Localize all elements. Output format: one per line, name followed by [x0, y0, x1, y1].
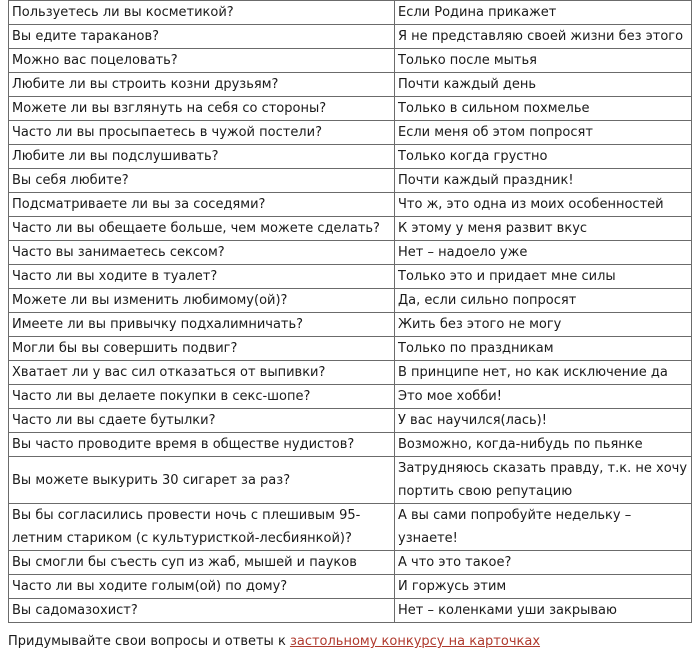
table-row	[9, 1, 692, 25]
contest-link[interactable]: застольному конкурсу на карточках	[289, 634, 541, 649]
table-row	[9, 241, 692, 265]
question-cell: Можно вас поцеловать?	[9, 49, 395, 73]
question-cell: Часто ли вы сдаете бутылки?	[9, 409, 395, 433]
qa-table	[8, 0, 692, 623]
table-row	[9, 193, 692, 217]
question-cell: Пользуетесь ли вы косметикой?	[9, 1, 395, 25]
table-row	[9, 551, 692, 575]
question-cell: Часто ли вы ходите в туалет?	[9, 265, 395, 289]
answer-cell: Да, если сильно попросят	[395, 289, 692, 313]
question-cell: Вы бы согласились провести ночь с плешивым 95-летним стариком (с культуристкой-лесбиянкой)?	[9, 504, 395, 551]
table-row	[9, 25, 692, 49]
answer-cell: Если меня об этом попросят	[395, 121, 692, 145]
table-row	[9, 217, 692, 241]
question-cell: Любите ли вы строить козни друзьям?	[9, 73, 395, 97]
question-cell: Вы едите тараканов?	[9, 25, 395, 49]
question-cell: Часто ли вы ходите голым(ой) по дому?	[9, 575, 395, 599]
table-row	[9, 73, 692, 97]
answer-cell: Почти каждый день	[395, 73, 692, 97]
answer-cell: Только в сильном похмелье	[395, 97, 692, 121]
question-cell: Могли бы вы совершить подвиг?	[9, 337, 395, 361]
answer-cell: Жить без этого не могу	[395, 313, 692, 337]
question-cell: Часто ли вы делаете покупки в секс-шопе?	[9, 385, 395, 409]
table-row	[9, 121, 692, 145]
table-row	[9, 49, 692, 73]
question-cell: Вы смогли бы съесть суп из жаб, мышей и пауков	[9, 551, 395, 575]
answer-cell: Только когда грустно	[395, 145, 692, 169]
answer-cell: А что это такое?	[395, 551, 692, 575]
table-row	[9, 504, 692, 551]
table-row	[9, 289, 692, 313]
answer-cell: Если Родина прикажет	[395, 1, 692, 25]
answer-cell: Возможно, когда-нибудь по пьянке	[395, 433, 692, 457]
question-cell: Часто вы занимаетесь сексом?	[9, 241, 395, 265]
answer-cell: Нет – коленками уши закрываю	[395, 599, 692, 623]
answer-cell: Нет – надоело уже	[395, 241, 692, 265]
question-cell: Часто ли вы обещаете больше, чем можете сделать?	[9, 217, 395, 241]
question-cell: Подсматриваете ли вы за соседями?	[9, 193, 395, 217]
table-row	[9, 97, 692, 121]
answer-cell: Что ж, это одна из моих особенностей	[395, 193, 692, 217]
answer-cell: У вас научился(лась)!	[395, 409, 692, 433]
question-cell: Вы себя любите?	[9, 169, 395, 193]
answer-cell: Почти каждый праздник!	[395, 169, 692, 193]
table-row	[9, 361, 692, 385]
table-row	[9, 313, 692, 337]
table-row	[9, 409, 692, 433]
table-row	[9, 599, 692, 623]
footer-text: Придумывайте свои вопросы и ответы к	[8, 634, 290, 649]
question-cell: Хватает ли у вас сил отказаться от выпивки?	[9, 361, 395, 385]
answer-cell: Затрудняюсь сказать правду, т.к. не хочу портить свою репутацию	[395, 457, 692, 504]
answer-cell: Только по праздникам	[395, 337, 692, 361]
table-row	[9, 457, 692, 504]
answer-cell: И горжусь этим	[395, 575, 692, 599]
table-row	[9, 337, 692, 361]
table-row	[9, 169, 692, 193]
question-cell: Любите ли вы подслушивать?	[9, 145, 395, 169]
answer-cell: Это мое хобби!	[395, 385, 692, 409]
table-row	[9, 575, 692, 599]
question-cell: Вы часто проводите время в обществе нудистов?	[9, 433, 395, 457]
footer-note	[8, 632, 540, 652]
answer-cell: А вы сами попробуйте недельку – узнаете!	[395, 504, 692, 551]
qa-table-body	[9, 1, 692, 623]
table-row	[9, 385, 692, 409]
answer-cell: К этому у меня развит вкус	[395, 217, 692, 241]
answer-cell: Я не представляю своей жизни без этого	[395, 25, 692, 49]
question-cell: Вы садомазохист?	[9, 599, 395, 623]
question-cell: Можете ли вы изменить любимому(ой)?	[9, 289, 395, 313]
question-cell: Можете ли вы взглянуть на себя со стороны?	[9, 97, 395, 121]
answer-cell: Только это и придает мне силы	[395, 265, 692, 289]
question-cell: Вы можете выкурить 30 сигарет за раз?	[9, 457, 395, 504]
table-row	[9, 265, 692, 289]
question-cell: Имеете ли вы привычку подхалимничать?	[9, 313, 395, 337]
table-row	[9, 145, 692, 169]
question-cell: Часто ли вы просыпаетесь в чужой постели?	[9, 121, 395, 145]
answer-cell: В принципе нет, но как исключение да	[395, 361, 692, 385]
answer-cell: Только после мытья	[395, 49, 692, 73]
table-row	[9, 433, 692, 457]
